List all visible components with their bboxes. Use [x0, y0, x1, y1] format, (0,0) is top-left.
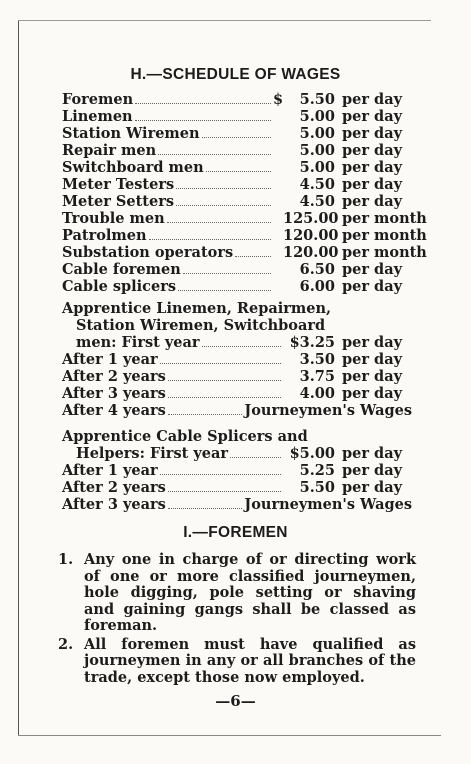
apprentice-row: [62, 385, 412, 402]
wage-label: Linemen: [62, 108, 133, 125]
apprentice-unit: per day: [342, 385, 403, 402]
apprentice-unit: per day: [342, 462, 403, 479]
wage-amount: 120.00: [283, 244, 339, 261]
leader-dots: [158, 143, 271, 155]
wage-label: Switchboard men: [62, 159, 204, 176]
leader-dots: [202, 126, 271, 138]
section-i-heading: I.—FOREMEN: [183, 524, 288, 541]
apprentice-amount: 5.50: [299, 479, 335, 496]
wage-unit: per day: [342, 142, 403, 159]
apprentice-unit: per day: [342, 479, 403, 496]
leader-dots: [168, 480, 281, 492]
wage-label: Meter Setters: [62, 193, 175, 210]
leader-dots: [168, 369, 281, 381]
apprentice-label: After 1 year: [62, 462, 158, 479]
wage-label: Patrolmen: [62, 227, 147, 244]
list-item: [58, 552, 416, 635]
page-edge-bottom: [18, 735, 441, 736]
wage-amount: 6.00: [299, 278, 335, 295]
wage-unit: per month: [342, 244, 427, 261]
apprentice-amount: 3.75: [299, 368, 335, 385]
leader-dots: [167, 211, 271, 223]
apprentice-linemen-schedule: [62, 300, 412, 419]
apprentice-amount: 3.50: [299, 351, 335, 368]
apprentice-unit: per day: [342, 368, 403, 385]
apprentice-row: [62, 351, 412, 368]
wage-amount: 5.00: [299, 108, 335, 125]
wage-unit: per month: [342, 210, 427, 227]
wage-schedule: [62, 91, 427, 295]
leader-dots: [168, 403, 243, 415]
leader-dots: [178, 279, 271, 291]
wage-unit: per day: [342, 108, 403, 125]
wage-row: [62, 261, 412, 278]
leader-dots: [235, 245, 271, 257]
wage-label: Substation operators: [62, 244, 234, 261]
wage-unit: per day: [342, 91, 403, 108]
apprentice-amount: 5.25: [299, 462, 335, 479]
wage-label: Cable foremen: [62, 261, 181, 278]
apprentice-linemen-intro: Station Wiremen, Switchboard: [76, 317, 326, 334]
wage-amount: 5.00: [299, 125, 335, 142]
apprentice-linemen-intro: Apprentice Linemen, Repairmen,: [62, 300, 332, 317]
page-edge-top: [18, 20, 431, 21]
wage-unit: per day: [342, 193, 403, 210]
wage-amount: 120.00: [283, 227, 339, 244]
leader-dots: [176, 177, 271, 189]
wage-unit: per day: [342, 159, 403, 176]
leader-dots: [160, 463, 281, 475]
leader-dots: [135, 92, 271, 104]
wage-row: [62, 227, 427, 244]
wage-currency: $: [273, 91, 284, 108]
item-number: 1.: [58, 551, 74, 568]
wage-row: [62, 278, 412, 295]
section-h-heading: H.—SCHEDULE OF WAGES: [130, 66, 341, 83]
apprentice-amount: $5.00: [289, 445, 335, 462]
wage-row: [62, 125, 412, 142]
apprentice-splicers-schedule: [62, 428, 412, 513]
apprentice-row: [62, 402, 412, 419]
wage-label: Foremen: [62, 91, 134, 108]
apprentice-label: After 3 years: [62, 496, 166, 513]
apprentice-row: [62, 334, 412, 351]
wage-row: [62, 176, 412, 193]
apprentice-label: men: First year: [76, 334, 200, 351]
wage-row: [62, 91, 412, 108]
foremen-rules-list: [58, 552, 416, 688]
apprentice-label: After 4 years: [62, 402, 166, 419]
leader-dots: [230, 446, 281, 458]
wage-amount: 5.00: [299, 159, 335, 176]
wage-amount: 6.50: [299, 261, 335, 278]
leader-dots: [206, 160, 271, 172]
wage-label: Cable splicers: [62, 278, 177, 295]
page-edge-left: [18, 20, 19, 736]
wage-amount: 125.00: [283, 210, 339, 227]
wage-unit: per day: [342, 176, 403, 193]
item-text: All foremen must have qualified as journeymen in any or all branches of the trade, except those now employed.: [84, 635, 416, 686]
apprentice-label: After 3 years: [62, 385, 166, 402]
page-number: —6—: [215, 692, 256, 710]
wage-label: Station Wiremen: [62, 125, 200, 142]
wage-label: Repair men: [62, 142, 157, 159]
leader-dots: [168, 497, 243, 509]
apprentice-label: After 2 years: [62, 368, 166, 385]
apprentice-amount: $3.25: [289, 334, 335, 351]
apprentice-amount: Journeymen's Wages: [244, 496, 412, 513]
apprentice-amount: 4.00: [299, 385, 335, 402]
wage-label: Meter Testers: [62, 176, 175, 193]
wage-row: [62, 159, 412, 176]
wage-amount: 4.50: [299, 193, 335, 210]
wage-label: Trouble men: [62, 210, 165, 227]
leader-dots: [149, 228, 271, 240]
apprentice-row: [62, 368, 412, 385]
wage-unit: per month: [342, 227, 427, 244]
leader-dots: [160, 352, 281, 364]
leader-dots: [176, 194, 271, 206]
apprentice-row: [62, 479, 412, 496]
apprentice-row: [62, 496, 412, 513]
apprentice-amount: Journeymen's Wages: [244, 402, 412, 419]
wage-row: [62, 244, 427, 261]
wage-amount: 5.50: [299, 91, 335, 108]
wage-row: [62, 142, 412, 159]
apprentice-splicers-intro: Apprentice Cable Splicers and: [62, 428, 308, 445]
apprentice-row: [62, 445, 412, 462]
wage-row: [62, 210, 427, 227]
wage-row: [62, 193, 412, 210]
apprentice-unit: per day: [342, 351, 403, 368]
item-number: 2.: [58, 635, 74, 653]
apprentice-row: [62, 462, 412, 479]
wage-row: [62, 108, 412, 125]
wage-unit: per day: [342, 278, 403, 295]
wage-amount: 4.50: [299, 176, 335, 193]
leader-dots: [168, 386, 281, 398]
list-item: [58, 637, 416, 687]
leader-dots: [183, 262, 271, 274]
wage-unit: per day: [342, 125, 403, 142]
apprentice-label: Helpers: First year: [76, 445, 229, 462]
item-text: Any one in charge of or directing work of one or more classified journeymen, hole digging, pole setting or shaving and gaining gangs shall be classed as foreman.: [84, 551, 416, 634]
apprentice-unit: per day: [342, 334, 403, 351]
apprentice-label: After 2 years: [62, 479, 166, 496]
wage-unit: per day: [342, 261, 403, 278]
wage-amount: 5.00: [299, 142, 335, 159]
leader-dots: [202, 335, 281, 347]
apprentice-label: After 1 year: [62, 351, 158, 368]
leader-dots: [135, 109, 271, 121]
apprentice-unit: per day: [342, 445, 403, 462]
